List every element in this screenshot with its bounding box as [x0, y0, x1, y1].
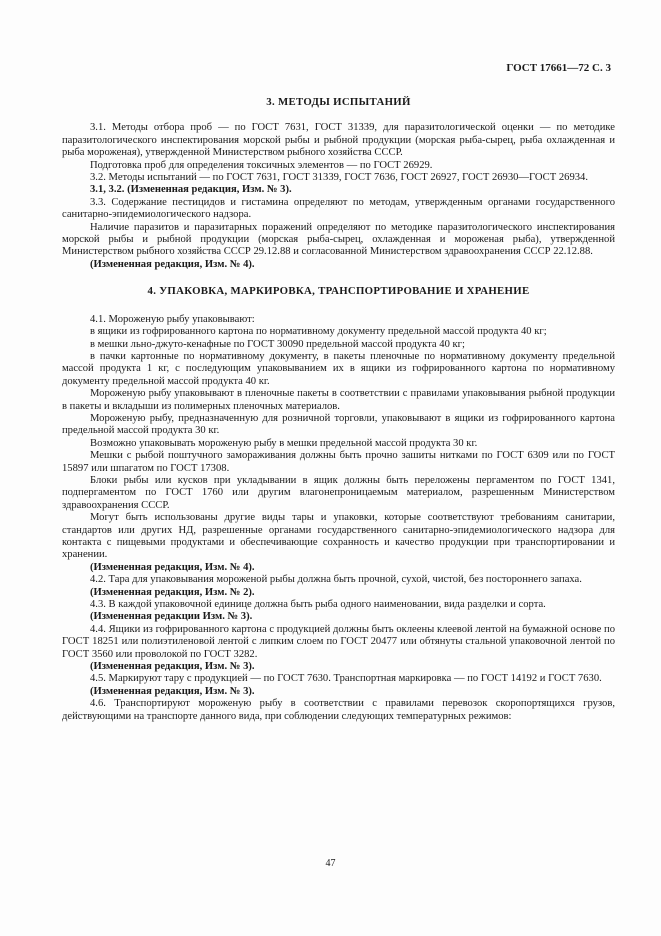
section-4-title: 4. УПАКОВКА, МАРКИРОВКА, ТРАНСПОРТИРОВАНИЕ И ХРАНЕНИЕ: [147, 285, 530, 298]
paragraph: Блоки рыбы или кусков при укладывании в ящик должны быть переложены пергаментом по ГОСТ 1341, подпергаментом по ГОСТ 1760 или другим влагонепроницаемым материалом, разрешенным Министерством здравоохранения СССР.: [62, 474, 615, 511]
paragraph: 4.4. Ящики из гофрированного картона с продукцией должны быть оклеены клеевой лентой на бумажной основе по ГОСТ 18251 или полиэтиленовой лентой с липким слоем по ГОСТ 20477 или обтянуты стальной упаковочной лентой по ГОСТ 3560 или проволокой по ГОСТ 3282.: [62, 623, 615, 660]
section-4-paragraphs: [62, 314, 615, 723]
paragraph: 4.1. Мороженую рыбу упаковывают:: [90, 313, 255, 325]
paragraph: (Измененная редакция, Изм. № 2).: [90, 586, 255, 598]
paragraph: Подготовка проб для определения токсичных элементов — по ГОСТ 26929.: [90, 159, 433, 171]
page-header: ГОСТ 17661—72 С. 3: [506, 62, 611, 74]
paragraph: 4.6. Транспортируют мороженую рыбу в соответствии с правилами перевозок скоропортящихся грузов, действующими на транспорте данного вида, при соблюдении следующих температурных режимов:: [62, 698, 615, 722]
document-body: [62, 90, 615, 723]
section-3-title: 3. МЕТОДЫ ИСПЫТАНИЙ: [266, 96, 411, 108]
paragraph: (Измененная редакции Изм. № 3).: [90, 611, 253, 623]
paragraph: Наличие паразитов и паразитарных поражений определяют по методике паразитологического инспектирования морской рыбы и рыбной продукции (морская рыба-сырец, охлажденная и мороженая рыба), утвержденной Министерством рыбного хозяйства СССР 29.12.88 и согласованной Министерством здравоохранения СССР 22.12.88.: [62, 221, 615, 258]
paragraph: 3.3. Содержание пестицидов и гистамина определяют по методам, утвержденным органами государственного санитарно-эпидемиологического надзора.: [62, 196, 615, 221]
paragraph: в мешки льно-джуто-кенафные по ГОСТ 30090 предельной массой продукта 40 кг;: [90, 338, 465, 350]
paragraph: (Измененная редакция, Изм. № 3).: [90, 661, 255, 673]
page-number: 47: [325, 858, 336, 869]
paragraph: 3.1, 3.2. (Измененная редакция, Изм. № 3).: [90, 184, 292, 196]
paragraph: в пачки картонные по нормативному документу, в пакеты пленочные по нормативному документу предельной массой продукта 1 кг, с последующим упаковыванием их в ящики из гофрированного картона по нормативному документу предельной массой продукта 40 кг.: [62, 350, 615, 387]
paragraph: 4.3. В каждой упаковочной единице должна быть рыба одного наименовании, вида разделки и сорта.: [90, 599, 546, 611]
section-3-paragraphs: [62, 122, 615, 271]
paragraph: в ящики из гофрированного картона по нормативному документу предельной массой продукта 40 кг;: [90, 326, 547, 338]
paragraph: (Измененная редакция, Изм. № 3).: [90, 685, 255, 697]
paragraph: Могут быть использованы другие виды тары и упаковки, которые соответствуют требованиям санитарии, стандартов или других НД, разрешенные органами государственного санитарно-эпидемиологического надзора для контакта с пищевыми продуктами и обеспечивающие сохранность и качество продукции при транспортировании и хранении.: [62, 512, 615, 561]
paragraph: Мороженую рыбу упаковывают в пленочные пакеты в соответствии с правилами упаковывания рыбной продукции в пакеты и вкладыши из полимерных пленочных материалов.: [62, 388, 615, 412]
paragraph: Возможно упаковывать мороженую рыбу в мешки предельной массой продукта 30 кг.: [90, 437, 478, 449]
paragraph: 3.1. Методы отбора проб — по ГОСТ 7631, ГОСТ 31339, для паразитологической оценки — по методике паразитологического инспектирования морской рыбы и рыбной продукции (морская рыба-сырец, рыба охлажденная и рыба мороженая), утвержденной Министерством рыбного хозяйства СССР.: [62, 122, 615, 159]
paragraph: Мороженую рыбу, предназначенную для розничной торговли, упаковывают в ящики из гофрированного картона предельной массой продукта 30 кг.: [62, 412, 615, 437]
paragraph: Мешки с рыбой поштучного замораживания должны быть прочно зашиты нитками по ГОСТ 6309 или по ГОСТ 15897 или шпагатом по ГОСТ 17308.: [62, 450, 615, 474]
paragraph: 3.2. Методы испытаний — по ГОСТ 7631, ГОСТ 31339, ГОСТ 7636, ГОСТ 26927, ГОСТ 26930—ГОСТ 26934.: [90, 172, 588, 184]
paragraph: 4.2. Тара для упаковывания мороженой рыбы должна быть прочной, сухой, чистой, без постороннего запаха.: [90, 574, 582, 586]
paragraph: (Измененная редакция, Изм. № 4).: [90, 258, 255, 270]
paragraph: 4.5. Маркируют тару с продукцией — по ГОСТ 7630. Транспортная маркировка — по ГОСТ 14192 и ГОСТ 7630.: [90, 673, 602, 685]
paragraph: (Измененная редакция, Изм. № 4).: [90, 561, 255, 573]
